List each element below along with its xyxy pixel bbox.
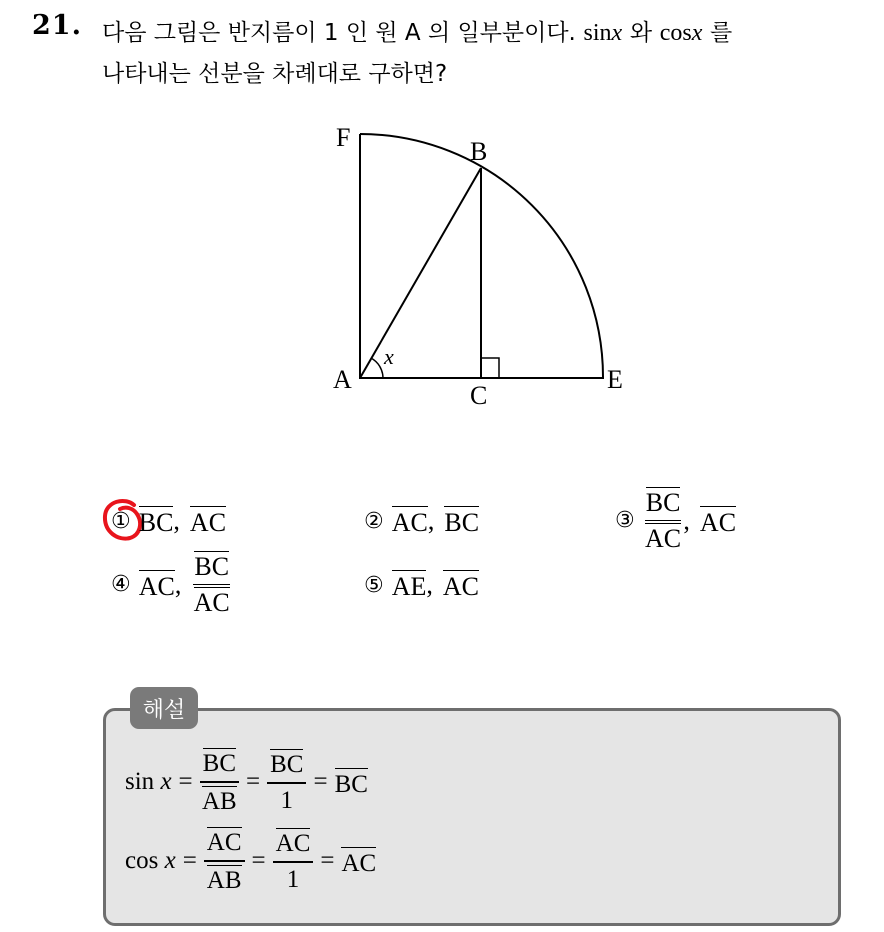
conj-wa: 와	[629, 20, 653, 46]
sin-fn: sin	[125, 768, 155, 795]
segment-label: BC	[444, 508, 480, 537]
option-2-number: ②	[364, 508, 384, 534]
segment-AB	[360, 168, 481, 378]
fraction-denominator: AB	[206, 867, 242, 894]
result-segment: AC	[341, 847, 376, 876]
cos-label: cos	[659, 20, 692, 46]
segment-label: AC	[442, 572, 480, 601]
question-text-line2	[102, 55, 447, 88]
segment-label: AC	[699, 507, 737, 537]
question-text: 다음 그림은 반지름이 1 인 원 A 의 일부분이다.	[102, 20, 576, 46]
option-1-number: ①	[111, 508, 131, 534]
segment-label: AE	[391, 572, 427, 601]
question-number: 21.	[32, 10, 82, 41]
option-2[interactable]: ② AC , BC	[364, 506, 480, 537]
question-text-2: 나타내는 선분을 차례대로 구하면?	[102, 61, 448, 87]
fraction	[645, 487, 682, 554]
option-4[interactable]: ④ AC , $\frac{BC}{AC}$	[111, 552, 230, 617]
label-F: F	[336, 123, 351, 152]
label-E: E	[607, 365, 623, 394]
fraction-denominator: 1	[280, 787, 294, 814]
fraction	[200, 748, 239, 816]
label-B: B	[470, 137, 488, 166]
fraction-numerator: BC	[270, 751, 304, 778]
label-A: A	[333, 365, 352, 394]
option-5[interactable]: ⑤ AE , AC	[364, 570, 480, 601]
segment-label: AC	[189, 508, 227, 537]
sin-equation: sin x = BC AB = BC 1 = BC	[125, 750, 368, 815]
option-3-number: ③	[615, 508, 635, 533]
var-x: x	[691, 20, 703, 46]
segment-label: AC	[138, 571, 175, 601]
right-angle-mark	[481, 358, 499, 378]
segment-label: AC	[391, 508, 428, 537]
fraction-numerator: BC	[202, 750, 237, 777]
question-text-line1	[102, 14, 732, 47]
fraction	[193, 551, 230, 618]
fraction-numerator: AC	[275, 830, 311, 857]
cos-equation: cos x = AC AB = AC 1 = AC	[125, 829, 377, 894]
label-C: C	[470, 381, 488, 410]
fraction	[273, 828, 314, 894]
fraction-numerator: AC	[206, 829, 242, 856]
option-5-number: ⑤	[364, 572, 384, 598]
particle-reul: 를	[709, 20, 733, 46]
fraction	[204, 827, 245, 895]
sin-label: sin	[583, 20, 612, 46]
option-4-number: ④	[111, 572, 131, 597]
option-3[interactable]: ③ $\frac{BC}{AC}$ , AC	[615, 488, 737, 553]
fraction-denominator: AC	[193, 588, 230, 617]
solution-title: 해설	[130, 687, 198, 729]
var-x: x	[164, 847, 176, 874]
option-1[interactable]: ① BC , AC	[111, 506, 227, 537]
fraction-numerator: BC	[645, 488, 681, 517]
cos-fn: cos	[125, 847, 159, 874]
fraction-denominator: 1	[286, 866, 300, 893]
fraction-denominator: AC	[645, 524, 682, 553]
var-x: x	[611, 20, 623, 46]
angle-x-arc	[371, 358, 383, 378]
var-x: x	[160, 768, 172, 795]
result-segment: BC	[335, 768, 368, 797]
label-angle-x: x	[384, 344, 394, 369]
fraction	[267, 749, 306, 815]
segment-label: BC	[138, 508, 174, 537]
fraction-numerator: BC	[194, 552, 230, 581]
quarter-circle-figure	[320, 115, 640, 415]
fraction-denominator: AB	[201, 788, 237, 815]
